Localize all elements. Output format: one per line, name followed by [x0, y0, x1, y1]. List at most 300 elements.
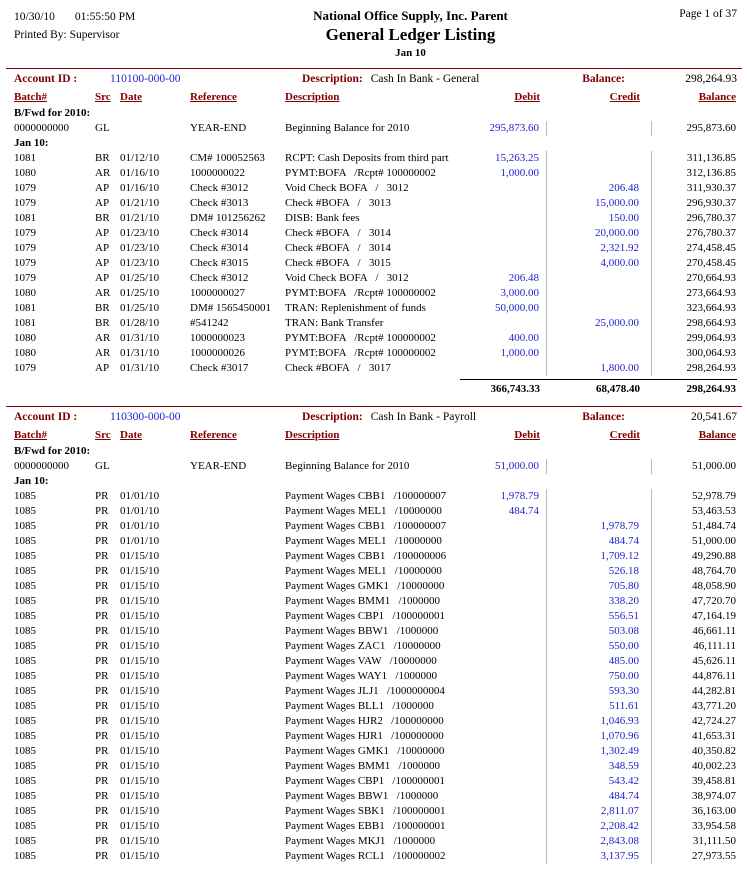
cell-balance: 274,458.45: [686, 242, 736, 254]
cell-reference: 1000000022: [190, 167, 245, 179]
cell-credit: 1,302.49: [547, 744, 652, 759]
col-balance: [652, 428, 737, 443]
cell-src: PR: [95, 790, 109, 802]
table-row[interactable]: [14, 241, 737, 256]
col-batch: [14, 428, 95, 443]
cell-batch: 0000000000: [14, 460, 69, 472]
cell-batch: 0000000000: [14, 122, 69, 134]
table-row[interactable]: [14, 331, 737, 346]
cell-description: PYMT:BOFA /Rcpt# 100000002: [285, 167, 436, 179]
cell-description: Payment Wages BBW1 /1000000: [285, 790, 439, 802]
cell-batch: 1081: [14, 212, 36, 224]
cell-src: PR: [95, 850, 109, 862]
cell-debit: [460, 834, 547, 849]
cell-date: 01/23/10: [120, 227, 160, 239]
cell-src: AP: [95, 197, 110, 209]
cell-description: Beginning Balance for 2010: [285, 122, 410, 134]
group-label: Jan 10:: [14, 137, 49, 149]
cell-description: Payment Wages VAW /10000000: [285, 655, 437, 667]
col-balance-label: Balance: [698, 91, 736, 103]
table-row[interactable]: [14, 504, 737, 519]
description-label: Description:: [302, 411, 363, 423]
cell-credit: 348.59: [547, 759, 652, 774]
col-balance-label: Balance: [698, 429, 736, 441]
cell-reference: [190, 744, 285, 759]
cell-debit: [460, 819, 547, 834]
cell-description: Payment Wages BMM1 /1000000: [285, 760, 441, 772]
cell-balance: 53,463.53: [692, 505, 736, 517]
cell-description: Beginning Balance for 2010: [285, 460, 410, 472]
balance-value: 298,264.93: [685, 73, 737, 85]
cell-reference: [190, 534, 285, 549]
cell-date: 01/15/10: [120, 790, 160, 802]
cell-description: Check #BOFA / 3017: [285, 362, 391, 374]
cell-debit: [460, 519, 547, 534]
cell-balance: 296,780.37: [686, 212, 736, 224]
cell-reference: [190, 549, 285, 564]
col-reference-label: Reference: [190, 429, 237, 441]
table-row[interactable]: [14, 594, 737, 609]
cell-batch: 1085: [14, 730, 36, 742]
cell-date: 01/15/10: [120, 625, 160, 637]
table-row[interactable]: [14, 211, 737, 226]
cell-batch: 1080: [14, 167, 36, 179]
cell-debit: [460, 789, 547, 804]
cell-reference: [190, 714, 285, 729]
cell-date: 01/15/10: [120, 655, 160, 667]
cell-balance: 36,163.00: [692, 805, 736, 817]
cell-credit: 543.42: [547, 774, 652, 789]
cell-batch: 1085: [14, 565, 36, 577]
report-header: [0, 0, 748, 59]
table-row[interactable]: [14, 699, 737, 714]
cell-date: 01/12/10: [120, 152, 160, 164]
cell-src: GL: [95, 122, 110, 134]
cell-credit: 1,070.96: [547, 729, 652, 744]
section-rule: [6, 68, 742, 69]
cell-batch: 1085: [14, 610, 36, 622]
cell-batch: 1085: [14, 520, 36, 532]
cell-credit: 2,843.08: [547, 834, 652, 849]
col-reference-label: Reference: [190, 91, 237, 103]
col-src: [95, 90, 120, 105]
cell-debit: [460, 579, 547, 594]
table-row[interactable]: [14, 744, 737, 759]
table-row[interactable]: [14, 684, 737, 699]
cell-date: 01/15/10: [120, 550, 160, 562]
cell-debit: [460, 241, 547, 256]
cell-batch: 1079: [14, 242, 36, 254]
cell-date: 01/15/10: [120, 595, 160, 607]
cell-debit: [460, 316, 547, 331]
cell-src: BR: [95, 317, 110, 329]
cell-debit: [460, 639, 547, 654]
cell-batch: 1081: [14, 152, 36, 164]
table-row[interactable]: [14, 151, 737, 166]
table-row[interactable]: [14, 286, 737, 301]
table-row[interactable]: [14, 361, 737, 376]
cell-reference: YEAR-END: [190, 460, 247, 472]
table-row[interactable]: [14, 256, 737, 271]
column-header-row: [14, 90, 737, 105]
description-value: Cash In Bank - General: [370, 73, 480, 85]
cell-date: 01/15/10: [120, 835, 160, 847]
cell-description: Payment Wages WAY1 /1000000: [285, 670, 437, 682]
cell-credit: [547, 286, 652, 301]
cell-debit: 1,000.00: [460, 166, 547, 181]
cell-description: Payment Wages RCL1 /100000002: [285, 850, 446, 862]
cell-description: PYMT:BOFA /Rcpt# 100000002: [285, 287, 436, 299]
print-info: [14, 8, 214, 44]
cell-src: PR: [95, 565, 109, 577]
table-row[interactable]: [14, 459, 737, 474]
cell-src: PR: [95, 520, 109, 532]
cell-description: Check #BOFA / 3014: [285, 242, 391, 254]
table-row[interactable]: [14, 316, 737, 331]
cell-reference: [190, 804, 285, 819]
table-row[interactable]: [14, 804, 737, 819]
cell-debit: [460, 196, 547, 211]
table-row[interactable]: [14, 301, 737, 316]
cell-batch: 1081: [14, 302, 36, 314]
cell-balance: 51,484.74: [692, 520, 736, 532]
table-row[interactable]: [14, 819, 737, 834]
account-description: [302, 72, 547, 87]
report-body: [0, 68, 748, 864]
cell-description: Payment Wages CBB1 /100000007: [285, 520, 447, 532]
cell-balance: 298,664.93: [686, 317, 736, 329]
cell-balance: 41,653.31: [692, 730, 736, 742]
cell-batch: 1085: [14, 760, 36, 772]
cell-batch: 1085: [14, 670, 36, 682]
col-debit: [460, 90, 547, 105]
cell-debit: 1,978.79: [460, 489, 547, 504]
cell-date: 01/15/10: [120, 730, 160, 742]
cell-src: PR: [95, 640, 109, 652]
cell-balance: 27,973.55: [692, 850, 736, 862]
print-date: 10/30/10: [14, 11, 55, 23]
cell-batch: 1085: [14, 775, 36, 787]
cell-reference: [190, 834, 285, 849]
col-debit: [460, 428, 547, 443]
cell-src: PR: [95, 595, 109, 607]
cell-src: PR: [95, 775, 109, 787]
cell-balance: 46,661.11: [692, 625, 736, 637]
table-row[interactable]: [14, 166, 737, 181]
table-row[interactable]: [14, 714, 737, 729]
cell-balance: 270,458.45: [686, 257, 736, 269]
cell-reference: [190, 729, 285, 744]
cell-reference: [190, 819, 285, 834]
total-balance: 298,264.93: [652, 379, 737, 397]
cell-balance: 51,000.00: [692, 460, 736, 472]
cell-reference: [190, 849, 285, 864]
cell-src: PR: [95, 490, 109, 502]
cell-date: 01/31/10: [120, 332, 160, 344]
table-row[interactable]: [14, 579, 737, 594]
cell-credit: 206.48: [547, 181, 652, 196]
cell-date: [120, 459, 190, 474]
cell-credit: [547, 489, 652, 504]
cell-reference: YEAR-END: [190, 122, 247, 134]
account-id-value[interactable]: 110100-000-00: [110, 73, 181, 85]
cell-batch: 1081: [14, 317, 36, 329]
cell-batch: 1085: [14, 490, 36, 502]
col-credit-label: Credit: [609, 91, 640, 103]
cell-reference: 1000000026: [190, 347, 245, 359]
table-row[interactable]: [14, 849, 737, 864]
table-row[interactable]: [14, 834, 737, 849]
cell-src: AP: [95, 257, 110, 269]
cell-credit: 526.18: [547, 564, 652, 579]
cell-credit: 20,000.00: [547, 226, 652, 241]
cell-description: Void Check BOFA / 3012: [285, 272, 409, 284]
cell-debit: [460, 774, 547, 789]
table-row[interactable]: [14, 534, 737, 549]
page-number: Page 1 of 37: [679, 8, 737, 20]
cell-src: PR: [95, 670, 109, 682]
total-date: [120, 379, 190, 397]
cell-description: Payment Wages CBP1 /100000001: [285, 610, 445, 622]
cell-balance: 311,930.37: [686, 182, 736, 194]
cell-credit: 150.00: [547, 211, 652, 226]
cell-debit: 50,000.00: [460, 301, 547, 316]
cell-credit: 705.80: [547, 579, 652, 594]
cell-debit: 1,000.00: [460, 346, 547, 361]
cell-balance: 51,000.00: [692, 535, 736, 547]
table-row[interactable]: [14, 609, 737, 624]
cell-balance: 312,136.85: [686, 167, 736, 179]
cell-credit: 1,709.12: [547, 549, 652, 564]
cell-date: 01/15/10: [120, 640, 160, 652]
cell-balance: 273,664.93: [686, 287, 736, 299]
cell-reference: [190, 519, 285, 534]
table-row[interactable]: [14, 564, 737, 579]
cell-batch: 1080: [14, 287, 36, 299]
cell-balance: 44,282.81: [692, 685, 736, 697]
cell-debit: [460, 256, 547, 271]
table-row[interactable]: [14, 226, 737, 241]
cell-credit: [547, 121, 652, 136]
cell-debit: [460, 211, 547, 226]
cell-src: PR: [95, 535, 109, 547]
cell-reference: [190, 639, 285, 654]
col-batch-label: Batch#: [14, 91, 47, 103]
cell-description: DISB: Bank fees: [285, 212, 360, 224]
cell-reference: Check #3012: [190, 272, 249, 284]
cell-batch: 1079: [14, 272, 36, 284]
account-header: [14, 410, 737, 425]
cell-reference: Check #3014: [190, 227, 249, 239]
report-title-block: [214, 8, 607, 59]
cell-src: PR: [95, 760, 109, 772]
cell-src: PR: [95, 745, 109, 757]
cell-description: Payment Wages CBB1 /100000007: [285, 490, 447, 502]
cell-debit: 295,873.60: [460, 121, 547, 136]
cell-balance: 299,064.93: [686, 332, 736, 344]
cell-batch: 1085: [14, 550, 36, 562]
cell-batch: 1085: [14, 535, 36, 547]
cell-debit: [460, 699, 547, 714]
cell-credit: [547, 459, 652, 474]
cell-description: Payment Wages BLL1 /1000000: [285, 700, 434, 712]
cell-src: PR: [95, 835, 109, 847]
cell-debit: [460, 181, 547, 196]
col-date: [120, 90, 190, 105]
cell-debit: [460, 744, 547, 759]
print-time: 01:55:50 PM: [74, 11, 136, 23]
balance-label: Balance:: [582, 73, 625, 85]
table-row[interactable]: [14, 196, 737, 211]
cell-date: 01/25/10: [120, 272, 160, 284]
report-title: General Ledger Listing: [325, 25, 496, 44]
cell-src: PR: [95, 805, 109, 817]
cell-date: 01/01/10: [120, 535, 160, 547]
cell-reference: #541242: [190, 317, 229, 329]
cell-description: Check #BOFA / 3014: [285, 227, 391, 239]
cell-reference: Check #3013: [190, 197, 249, 209]
cell-description: Payment Wages CBB1 /100000006: [285, 550, 447, 562]
cell-batch: 1079: [14, 257, 36, 269]
table-row[interactable]: [14, 789, 737, 804]
cell-date: [120, 121, 190, 136]
table-row[interactable]: [14, 654, 737, 669]
cell-debit: 3,000.00: [460, 286, 547, 301]
cell-src: PR: [95, 700, 109, 712]
cell-batch: 1085: [14, 700, 36, 712]
cell-date: 01/01/10: [120, 505, 160, 517]
company-name: National Office Supply, Inc. Parent: [313, 8, 508, 23]
cell-description: Check #BOFA / 3015: [285, 257, 391, 269]
col-date-label: Date: [120, 429, 142, 441]
cell-credit: 2,321.92: [547, 241, 652, 256]
cell-reference: [190, 564, 285, 579]
table-row[interactable]: [14, 549, 737, 564]
total-reference: [190, 379, 285, 397]
cell-description: Check #BOFA / 3013: [285, 197, 391, 209]
col-description-label: Description: [285, 91, 340, 103]
total-batch: [14, 379, 95, 397]
cell-date: 01/15/10: [120, 700, 160, 712]
cell-balance: 40,002.23: [692, 760, 736, 772]
table-row[interactable]: [14, 519, 737, 534]
cell-credit: [547, 346, 652, 361]
table-row[interactable]: [14, 639, 737, 654]
cell-debit: 400.00: [460, 331, 547, 346]
cell-debit: [460, 594, 547, 609]
table-row[interactable]: [14, 774, 737, 789]
cell-date: 01/15/10: [120, 745, 160, 757]
cell-credit: 3,137.95: [547, 849, 652, 864]
table-row[interactable]: [14, 346, 737, 361]
cell-description: TRAN: Replenishment of funds: [285, 302, 426, 314]
cell-debit: [460, 804, 547, 819]
cell-src: AR: [95, 287, 111, 299]
cell-balance: 276,780.37: [686, 227, 736, 239]
cell-debit: [460, 534, 547, 549]
cell-reference: Check #3012: [190, 182, 249, 194]
cell-debit: [460, 654, 547, 669]
cell-reference: [190, 759, 285, 774]
cell-credit: [547, 271, 652, 286]
cell-batch: 1080: [14, 347, 36, 359]
cell-reference: [190, 789, 285, 804]
cell-reference: Check #3014: [190, 242, 249, 254]
section-rule: [6, 406, 742, 407]
cell-balance: 47,720.70: [692, 595, 736, 607]
col-src-label: Src: [95, 91, 111, 103]
group-label: Jan 10:: [14, 475, 49, 487]
col-balance: [652, 90, 737, 105]
cell-balance: 311,136.85: [686, 152, 736, 164]
cell-description: Void Check BOFA / 3012: [285, 182, 409, 194]
cell-description: Payment Wages BBW1 /1000000: [285, 625, 439, 637]
table-row[interactable]: [14, 489, 737, 504]
cell-reference: CM# 100052563: [190, 152, 265, 164]
cell-batch: 1085: [14, 625, 36, 637]
cell-debit: [460, 759, 547, 774]
cell-src: PR: [95, 550, 109, 562]
cell-reference: 1000000023: [190, 332, 245, 344]
table-row[interactable]: [14, 181, 737, 196]
col-description-label: Description: [285, 429, 340, 441]
cell-reference: [190, 609, 285, 624]
group-label: B/Fwd for 2010:: [14, 445, 91, 457]
cell-src: BR: [95, 302, 110, 314]
col-batch: [14, 90, 95, 105]
table-row[interactable]: [14, 729, 737, 744]
cell-batch: 1085: [14, 820, 36, 832]
cell-reference: [190, 684, 285, 699]
cell-description: TRAN: Bank Transfer: [285, 317, 384, 329]
cell-reference: [190, 699, 285, 714]
col-batch-label: Batch#: [14, 429, 47, 441]
cell-reference: DM# 1565450001: [190, 302, 271, 314]
cell-description: Payment Wages CBP1 /100000001: [285, 775, 445, 787]
table-row[interactable]: [14, 121, 737, 136]
cell-balance: 38,974.07: [692, 790, 736, 802]
cell-date: 01/15/10: [120, 715, 160, 727]
cell-date: 01/15/10: [120, 760, 160, 772]
cell-src: AR: [95, 332, 111, 344]
cell-balance: 31,111.50: [692, 835, 736, 847]
account-id-value[interactable]: 110300-000-00: [110, 411, 181, 423]
cell-credit: 1,046.93: [547, 714, 652, 729]
cell-src: BR: [95, 212, 110, 224]
col-reference: [190, 90, 285, 105]
cell-reference: DM# 101256262: [190, 212, 266, 224]
table-row[interactable]: [14, 271, 737, 286]
col-reference: [190, 428, 285, 443]
cell-batch: 1085: [14, 715, 36, 727]
description-label: Description:: [302, 73, 363, 85]
cell-credit: 338.20: [547, 594, 652, 609]
cell-date: 01/28/10: [120, 317, 160, 329]
cell-batch: 1085: [14, 805, 36, 817]
cell-reference: [190, 669, 285, 684]
cell-batch: 1079: [14, 197, 36, 209]
cell-date: 01/15/10: [120, 580, 160, 592]
table-row[interactable]: [14, 669, 737, 684]
cell-reference: [190, 489, 285, 504]
cell-description: Payment Wages ZAC1 /10000000: [285, 640, 441, 652]
column-header-row: [14, 428, 737, 443]
cell-batch: 1079: [14, 362, 36, 374]
table-row[interactable]: [14, 759, 737, 774]
table-row[interactable]: [14, 624, 737, 639]
cell-debit: [460, 714, 547, 729]
cell-reference: [190, 504, 285, 519]
